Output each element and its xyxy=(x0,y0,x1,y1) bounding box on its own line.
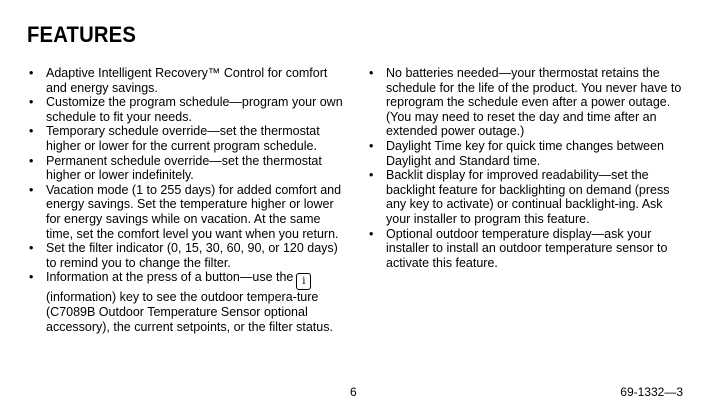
list-item xyxy=(367,227,687,271)
list-item xyxy=(367,168,687,226)
list-item-information xyxy=(27,270,349,334)
feature-list-right xyxy=(367,66,687,270)
bullet: • xyxy=(29,153,34,168)
list-item xyxy=(367,66,687,139)
bullet: • xyxy=(29,124,34,139)
list-item-text: Permanent schedule override—set the thermostat higher or lower indefinitely. xyxy=(46,153,322,183)
info-text-before: Information at the press of a button—use the xyxy=(46,270,294,285)
bullet: • xyxy=(29,241,34,256)
bullet: • xyxy=(369,66,374,80)
list-item xyxy=(27,183,349,241)
list-item-text: Backlit display for improved readability—set the backlight feature for backlighting on demand (press any key to activate) or continual backlight-ing. Ask your installer to program this feature. xyxy=(386,168,670,226)
list-item xyxy=(27,154,349,183)
list-item xyxy=(27,95,349,124)
list-item xyxy=(27,66,349,95)
bullet: • xyxy=(29,95,34,110)
bullet: • xyxy=(369,226,374,241)
list-item-text: Daylight Time key for quick time changes between Daylight and Standard time. xyxy=(386,138,664,168)
bullet: • xyxy=(29,270,34,285)
list-item xyxy=(27,241,349,270)
feature-list-left xyxy=(27,66,349,334)
document-number: 69-1332—3 xyxy=(620,385,683,399)
page-title: FEATURES xyxy=(27,22,137,47)
list-item-text: Optional outdoor temperature display—ask your installer to install an outdoor temperature sensor to activate this feature. xyxy=(386,226,668,270)
list-item-text: Vacation mode (1 to 255 days) for added comfort and energy savings. Set the temperature higher or lower for energy savings while on vacation. At the same time, set the comfort level you want when you return. xyxy=(46,182,342,241)
info-key-icon: i xyxy=(296,273,311,290)
list-item xyxy=(367,139,687,168)
list-item-text: Temporary schedule override—set the thermostat higher or lower for the current program schedule. xyxy=(46,124,320,153)
bullet: • xyxy=(29,182,34,197)
list-item xyxy=(27,124,349,153)
page-number: 6 xyxy=(350,385,357,399)
list-item-text: Set the filter indicator (0, 15, 30, 60, 90, or 120 days) to remind you to change the filter. xyxy=(46,241,338,270)
list-item-text: Adaptive Intelligent Recovery™ Control for comfort and energy savings. xyxy=(46,66,328,95)
bullet: • xyxy=(369,138,374,153)
bullet: • xyxy=(369,168,374,183)
info-text-after: (information) key to see the outdoor tempera-ture (C7089B Outdoor Temperature Sensor optional accessory), the current setpoints, or the filter status. xyxy=(46,290,333,334)
list-item-text: No batteries needed—your thermostat retains the schedule for the life of the product. You never have to reprogram the schedule even after a power outage. (You may need to reset the day and time after an extended power outage.) xyxy=(386,66,682,139)
list-item-text: Customize the program schedule—program your own schedule to fit your needs. xyxy=(46,95,343,124)
bullet: • xyxy=(29,66,34,80)
